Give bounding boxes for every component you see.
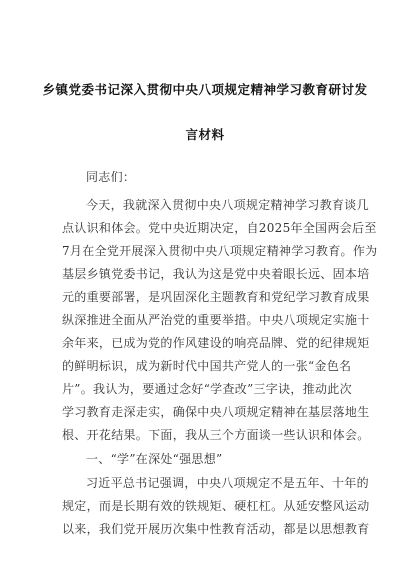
document-title-line-1: 乡镇党委书记深入贯彻中央八项规定精神学习教育研讨发: [42, 82, 368, 97]
body-line: 元的重要部署，是巩固深化主题教育和党纪学习教育成果: [62, 290, 370, 304]
body-line: 学习教育走深走实，确保中央八项规定精神在基层落地生: [62, 405, 370, 419]
body-line: 纵深推进全面从严治党的重要举措。中央八项规定实施十: [62, 313, 370, 327]
body-line: 片”。我认为，要通过念好“学查改”三字诀，推动此次: [62, 382, 352, 396]
body-line: 根、开花结果。下面，我从三个方面谈一些认识和体会。: [62, 428, 370, 442]
body-line: 今天，我就深入贯彻中央八项规定精神学习教育谈几: [86, 198, 369, 212]
body-line: 点认识和体会。党中央近期决定，自2025年全国两会后至: [62, 221, 377, 235]
document-title-line-2: 言材料: [185, 127, 225, 142]
body-line: 7月在全党开展深入贯彻中央八项规定精神学习教育。作为: [62, 244, 378, 258]
body-line: 基层乡镇党委书记，我认为这是党中央着眼长远、固本培: [62, 267, 370, 281]
section-heading: 一、“学”在深处“强思想”: [86, 452, 223, 466]
body-line: 习近平总书记强调，中央八项规定不是五年、十年的: [86, 476, 369, 490]
body-line: 余年来，已成为党的作风建设的响亮品牌、党的纪律规矩: [62, 336, 370, 350]
body-line: 以来，我们党开展历次集中性教育活动，都是以思想教育: [62, 522, 370, 536]
body-line: 规定，而是长期有效的铁规矩、硬杠杠。从延安整风运动: [62, 499, 370, 513]
salutation: 同志们：: [86, 170, 136, 184]
body-line: 的鲜明标识，成为新时代中国共产党人的一张“金色名: [62, 359, 352, 373]
